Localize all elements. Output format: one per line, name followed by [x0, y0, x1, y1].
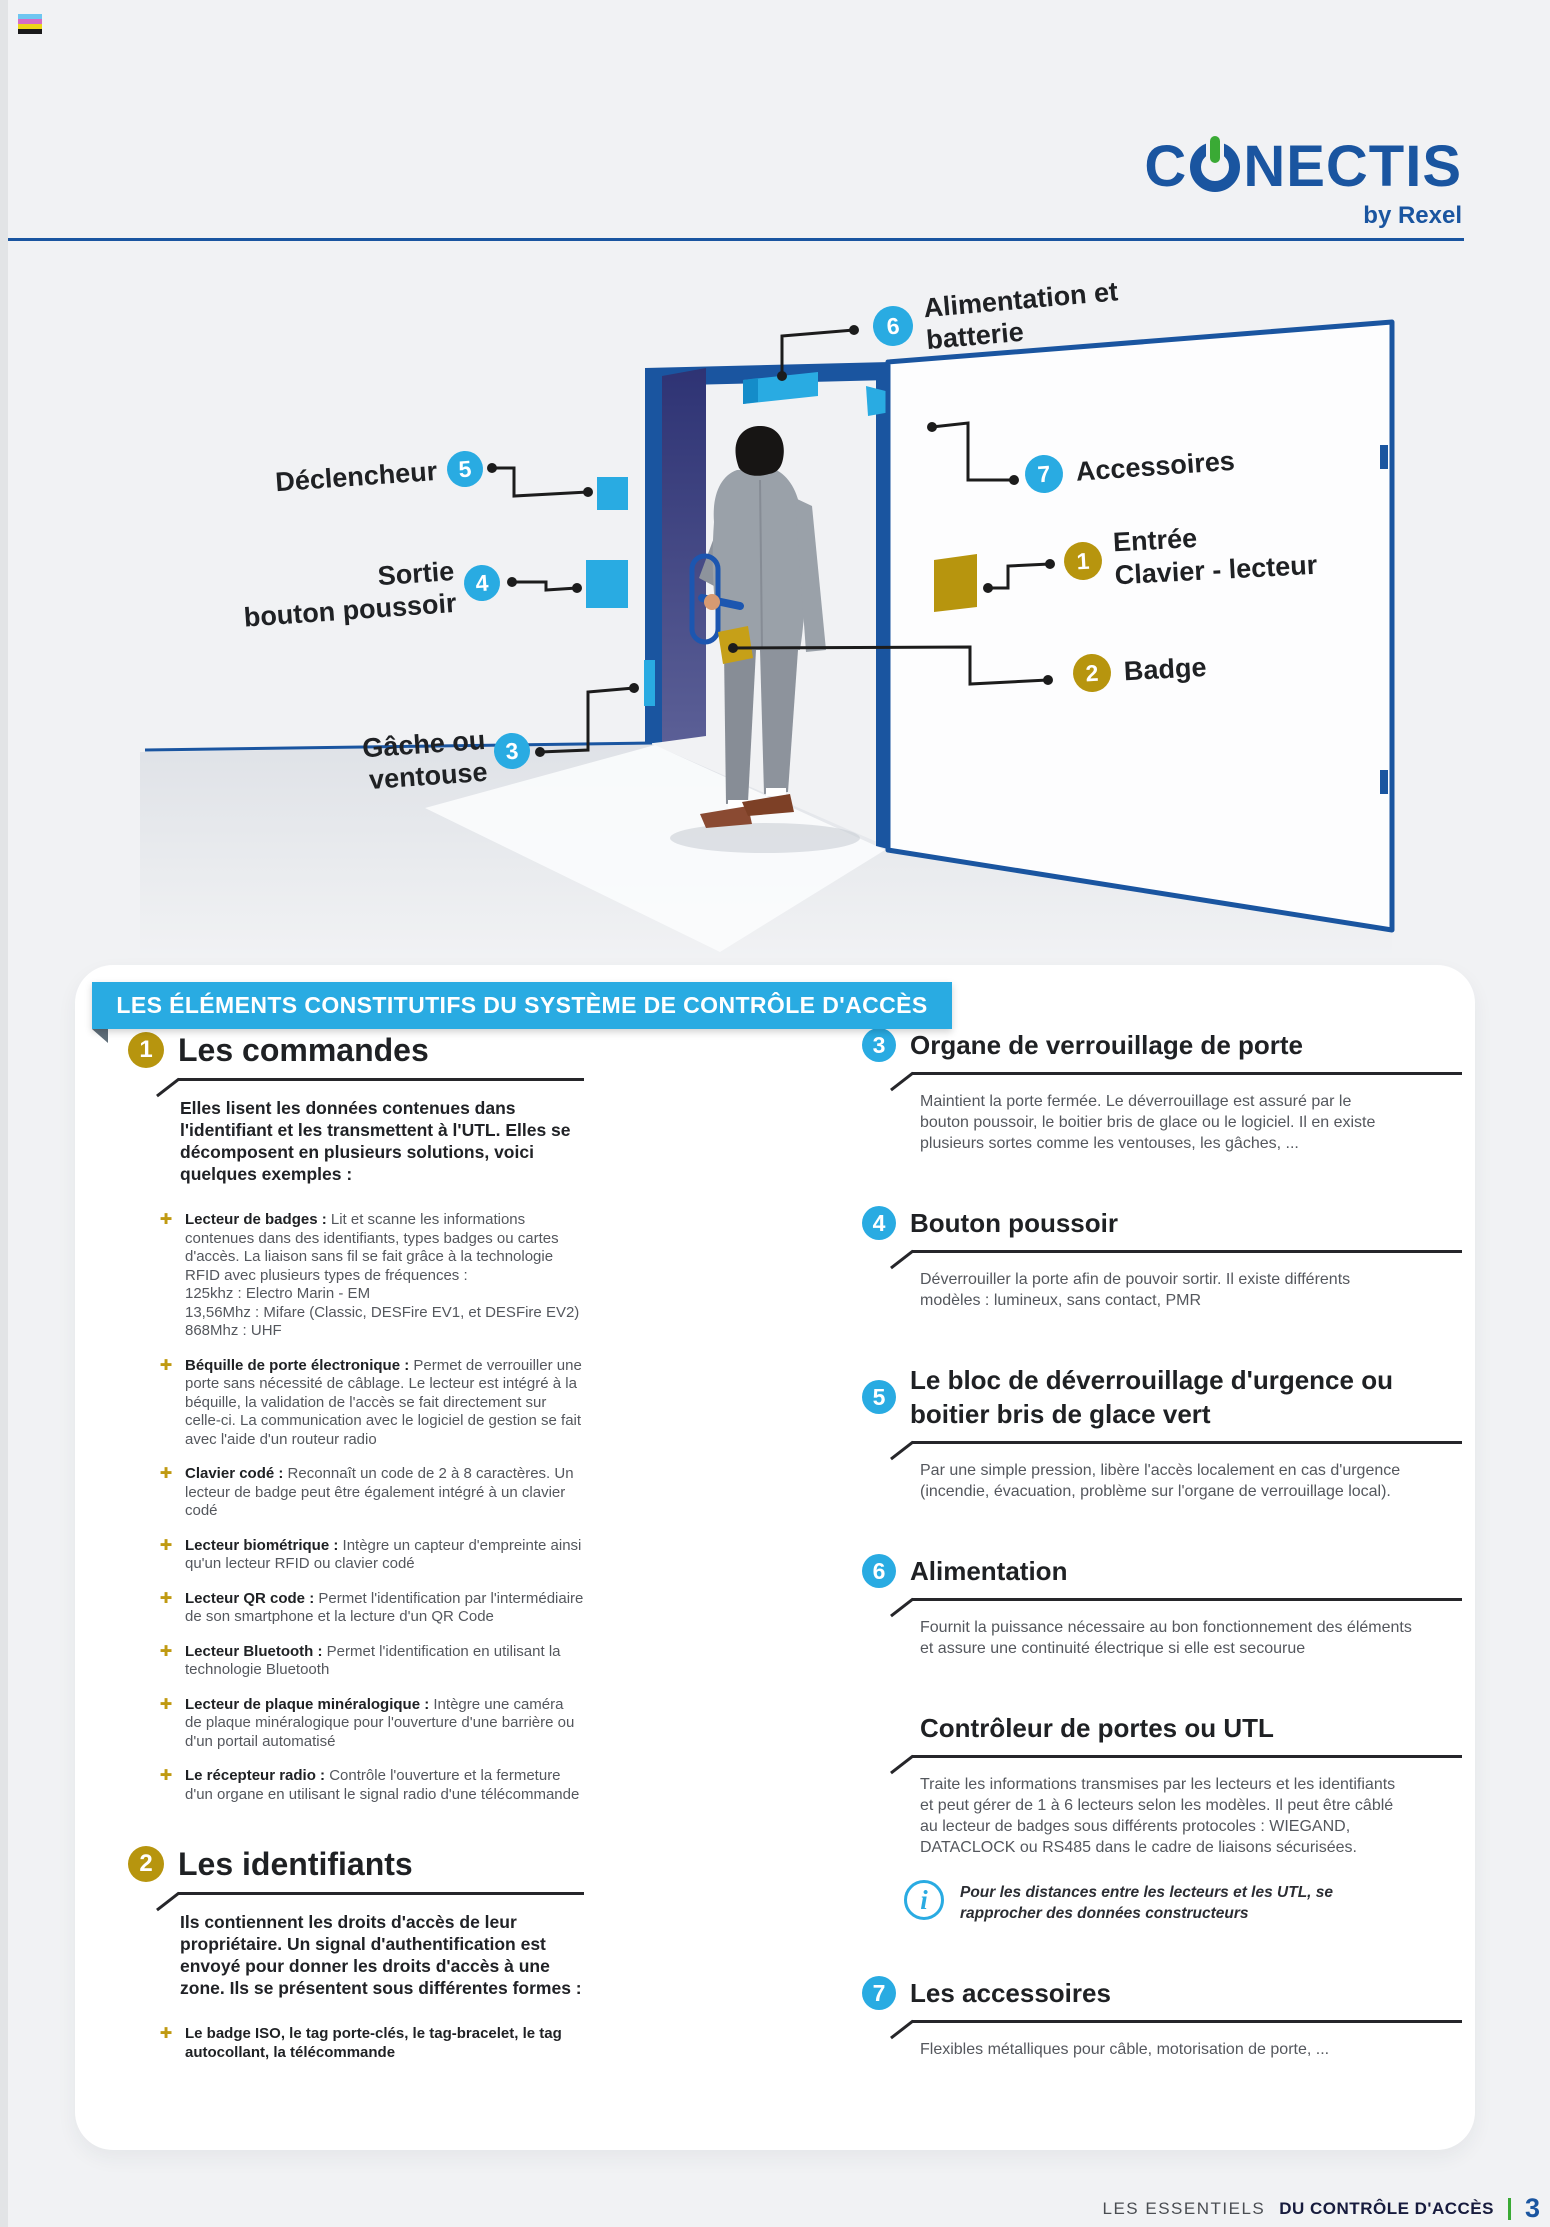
section-separator [178, 1892, 584, 1895]
section-bloc-urgence [862, 1363, 1462, 1502]
item-term: Lecteur QR code : [185, 1589, 315, 1607]
item-text: Intègre une caméra de plaque minéralogique pour l'ouverture d'une barrière ou d'un portail automatisé [185, 1695, 575, 1750]
item-term: Le badge ISO, le tag porte-clés, le tag-bracelet, le tag autocollant, la télécommande [185, 2025, 562, 2061]
section-body: Déverrouiller la porte afin de pouvoir sortir. Il existe différents modèles : lumineux, sans contact, PMR [920, 1271, 1351, 1309]
item-text: Contrôle l'ouverture et la fermeture d'un organe en utilisant le signal radio d'une télécommande [185, 1767, 580, 1803]
section-utl [862, 1711, 1462, 1924]
callout-label: Gâche ou [361, 724, 487, 764]
list-item [156, 2025, 584, 2062]
person-sock [766, 788, 786, 796]
section-body: Traite les informations transmises par les lecteurs et les identifiants et peut gérer de 1 à 6 lecteurs selon les modèles. Il peut être câblé au lecteur de badges sous différents protocoles : WIEGAND, DATACLOCK ou RS485 dans le cadre de liaisons sécurisées. [920, 1776, 1396, 1856]
strike-plate-target [644, 660, 655, 706]
section-separator [178, 1078, 584, 1081]
section-body: Maintient la porte fermée. Le déverrouillage est assuré par le bouton poussoir, le boitier bris de glace ou le logiciel. Il en existe plusieurs sortes comme les ventouses, les gâches, ... [920, 1093, 1376, 1152]
right-column [862, 1028, 1462, 2112]
callout-label: batterie [925, 316, 1025, 356]
section-banner: LES ÉLÉMENTS CONSTITUTIFS DU SYSTÈME DE CONTRÔLE D'ACCÈS [92, 982, 952, 1029]
section-body: Flexibles métalliques pour câble, motorisation de porte, ... [920, 2041, 1330, 2058]
person-left-leg [724, 650, 756, 804]
left-column [128, 1032, 584, 2078]
item-line: 125khz : Electro Marin - EM [185, 1285, 371, 1302]
item-term: Lecteur de plaque minéralogique : [185, 1695, 430, 1713]
item-term: Lecteur biométrique : [185, 1536, 339, 1554]
brand-letters-before: C [1144, 134, 1188, 199]
brand-wordmark [1144, 134, 1462, 199]
list-item [156, 1767, 584, 1804]
section-commandes [128, 1032, 584, 1804]
list-item [156, 1537, 584, 1574]
page-number: 3 [1524, 2193, 1540, 2223]
section-intro: Elles lisent les données contenues dans l'identifiant et les transmettent à l'UTL. Elles se décomposent en plusieurs solutions, voici quelques exemples : [180, 1098, 571, 1184]
section-separator [912, 2020, 1462, 2023]
plus-icon: ✚ [159, 1536, 173, 1554]
section-body: Par une simple pression, libère l'accès localement en cas d'urgence (incendie, évacuation, problème sur l'organe de verrouillage local). [920, 1462, 1401, 1500]
item-text: Permet l'identification en utilisant la technologie Bluetooth [185, 1642, 561, 1678]
section-number-badge: 2 [128, 1846, 164, 1882]
person-shadow [670, 823, 860, 853]
footer-divider [1508, 2198, 1511, 2220]
section-intro: Ils contiennent les droits d'accès de leur propriétaire. Un signal d'authentification est envoyé pour donner les droits d'accès à une zone. Ils se présentent sous différentes formes : [180, 1912, 582, 1998]
section-title: Alimentation [910, 1556, 1068, 1586]
person-jacket [713, 468, 806, 650]
callout-label: Badge [1123, 652, 1208, 687]
list-item [156, 1211, 584, 1341]
callout-number: 3 [504, 737, 520, 765]
callout-number: 5 [457, 455, 473, 483]
callout-label: Déclencheur [274, 455, 439, 498]
section-number-badge: 7 [862, 1976, 896, 2010]
plus-icon: ✚ [159, 1642, 173, 1660]
callout-4 [241, 553, 503, 633]
section-number-badge: 6 [862, 1554, 896, 1588]
badge-reader-target [934, 554, 977, 612]
section-title: Contrôleur de portes ou UTL [920, 1713, 1274, 1743]
plus-icon: ✚ [159, 1465, 173, 1482]
plus-icon: ✚ [159, 1356, 173, 1374]
plus-icon: ✚ [159, 1695, 173, 1713]
callout-number: 2 [1084, 659, 1100, 687]
item-text: Permet l'identification par l'intermédiaire de son smartphone et la lecture d'un QR Code [185, 1589, 584, 1625]
item-line: 13,56Mhz : Mifare (Classic, DESFire EV1, et DESFire EV2) [185, 1303, 580, 1321]
section-accessoires [862, 1976, 1462, 2060]
item-term: Le récepteur radio : [185, 1767, 326, 1784]
section-verrouillage [862, 1028, 1462, 1154]
plus-icon: ✚ [159, 1589, 173, 1607]
item-text: Intègre un capteur d'empreinte ainsi qu'un lecteur RFID ou clavier codé [185, 1536, 582, 1572]
item-term: Béquille de porte électronique : [185, 1356, 410, 1374]
plus-icon: ✚ [159, 2025, 173, 2042]
section-number-badge: 3 [862, 1028, 896, 1062]
footer-label-bold: DU CONTRÔLE D'ACCÈS [1279, 2198, 1494, 2218]
item-term: Clavier codé : [185, 1465, 284, 1482]
info-note [904, 1880, 1462, 1924]
callout-label: bouton poussoir [242, 587, 458, 633]
door-hinge [1380, 445, 1388, 469]
callout-number: 4 [474, 569, 490, 597]
section-number-badge: 1 [128, 1032, 164, 1068]
section-title: Les identifiants [178, 1846, 413, 1882]
power-button-icon [1190, 142, 1240, 192]
callout-number: 6 [885, 312, 901, 340]
trigger-target [597, 477, 628, 510]
item-term: Lecteur Bluetooth : [185, 1642, 323, 1660]
plus-icon: ✚ [159, 1211, 173, 1228]
section-number-badge: 4 [862, 1206, 896, 1240]
item-text: Lit et scanne les informations contenues dans des identifiants, types badges ou cartes d'accès. La liaison sans fil se fait grâce à la technologie RFID avec plusieurs types de fréquences : [185, 1211, 559, 1284]
person-hand [704, 594, 720, 610]
info-icon: i [904, 1880, 944, 1920]
section-title: Les accessoires [910, 1978, 1111, 2008]
section-separator [912, 1072, 1462, 1075]
callout-label: Clavier - lecteur [1114, 549, 1318, 591]
callout-label: Accessoires [1074, 445, 1236, 487]
list-item [156, 1465, 584, 1521]
section-title: Les commandes [178, 1032, 429, 1068]
item-text: Reconnaît un code de 2 à 8 caractères. Un lecteur de badge peut être également intégré à un clavier codé [185, 1465, 574, 1519]
battery-box-cap [743, 378, 758, 404]
section-alimentation [862, 1554, 1462, 1659]
brand-letters-after: NECTIS [1243, 134, 1462, 199]
exit-button-target [586, 560, 628, 608]
list-item [156, 1590, 584, 1627]
banner-fold [92, 1029, 108, 1043]
page-footer [1103, 2193, 1542, 2224]
section-bouton-poussoir [862, 1206, 1462, 1311]
section-separator [912, 1598, 1462, 1601]
conectis-logo [1144, 134, 1462, 230]
person-hair [735, 426, 783, 476]
section-title: Bouton poussoir [910, 1208, 1118, 1238]
footer-label-regular: LES ESSENTIELS [1102, 2198, 1266, 2218]
item-line: 868Mhz : UHF [185, 1322, 282, 1339]
section-separator [912, 1755, 1462, 1758]
callout-number: 7 [1036, 460, 1052, 488]
plus-icon: ✚ [159, 1767, 173, 1784]
door-illustration [0, 240, 1550, 960]
item-text: Permet de verrouiller une porte sans nécessité de câblage. Le lecteur est intégré à la béquille, la validation de l'accès se fait directement sur celle-ci. La communication avec le logiciel de gestion se fait avec l'aide d'un routeur radio [185, 1356, 582, 1448]
section-separator [912, 1250, 1462, 1253]
callout-label: ventouse [368, 756, 489, 796]
section-title: Organe de verrouillage de porte [910, 1030, 1303, 1060]
item-term: Lecteur de badges : [185, 1211, 327, 1228]
list-item [156, 1643, 584, 1680]
person-right-leg [760, 650, 798, 794]
list-item [156, 1357, 584, 1450]
print-registration-mark [18, 14, 42, 34]
list-item [156, 1696, 584, 1752]
callout-label: Sortie [376, 555, 456, 592]
brand-byline: by Rexel [1363, 202, 1462, 229]
callout-label: Entrée [1112, 523, 1198, 558]
section-body: Fournit la puissance nécessaire au bon fonctionnement des éléments et assure une continuité électrique si elle est secourue [920, 1619, 1412, 1657]
door-hinge [1380, 770, 1388, 794]
callout-label: Alimentation et [922, 276, 1120, 324]
callout-5 [274, 450, 484, 500]
commandes-list [156, 1211, 584, 1804]
section-title: Le bloc de déverrouillage d'urgence ou boitier bris de glace vert [910, 1365, 1393, 1429]
identifiants-list [156, 2025, 584, 2062]
section-separator [912, 1441, 1462, 1444]
section-identifiants [128, 1846, 584, 2062]
info-note-text: Pour les distances entre les lecteurs et les UTL, se rapprocher des données constructeurs [960, 1884, 1334, 1922]
section-number-badge: 5 [862, 1380, 896, 1414]
callout-number: 1 [1075, 547, 1091, 575]
open-door-leaf [888, 322, 1392, 930]
